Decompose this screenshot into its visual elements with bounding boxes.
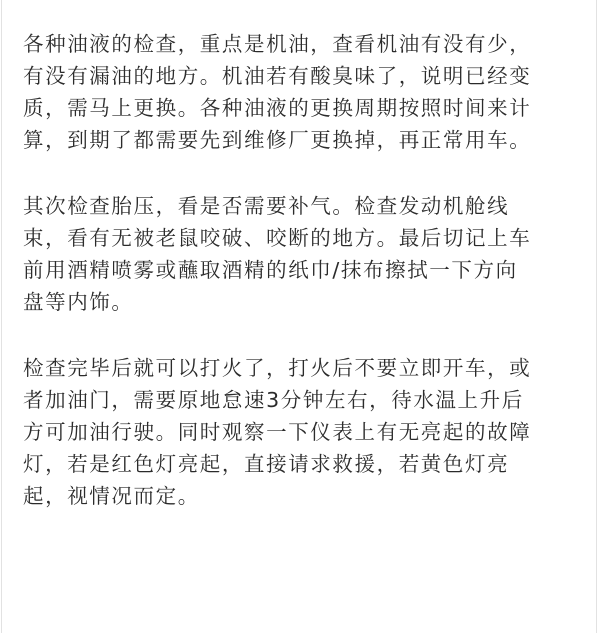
text-line: 检查完毕后就可以打火了，打火后不要立即开车，或	[23, 356, 532, 380]
text-line: 有没有漏油的地方。机油若有酸臭味了，说明已经变	[23, 64, 532, 88]
text-line: 算，到期了都需要先到维修厂更换掉，再正常用车。	[23, 128, 532, 152]
paragraph-spacer	[23, 318, 583, 352]
text-line: 束，看有无被老鼠咬破、咬断的地方。最后切记上车	[23, 226, 532, 250]
text-line: 质，需马上更换。各种油液的更换周期按照时间来计	[23, 96, 532, 120]
text-line: 者加油门，需要原地怠速3分钟左右，待水温上升后	[23, 388, 524, 412]
article-body	[23, 28, 583, 512]
text-line: 灯，若是红色灯亮起，直接请求救援，若黄色灯亮	[23, 452, 510, 476]
paragraph-oil-check	[23, 28, 583, 156]
text-line: 方可加油行驶。同时观察一下仪表上有无亮起的故障	[23, 420, 532, 444]
paragraph-spacer	[23, 156, 583, 190]
text-line: 起，视情况而定。	[23, 484, 200, 508]
text-line: 盘等内饰。	[23, 290, 134, 314]
text-line: 各种油液的检查，重点是机油，查看机油有没有少，	[23, 32, 532, 56]
text-line: 其次检查胎压，看是否需要补气。检查发动机舱线	[23, 194, 510, 218]
article-frame	[1, 0, 597, 633]
paragraph-tire-and-interior	[23, 190, 583, 318]
paragraph-ignition	[23, 352, 583, 512]
text-line: 前用酒精喷雾或蘸取酒精的纸巾/抹布擦拭一下方向	[23, 258, 518, 282]
